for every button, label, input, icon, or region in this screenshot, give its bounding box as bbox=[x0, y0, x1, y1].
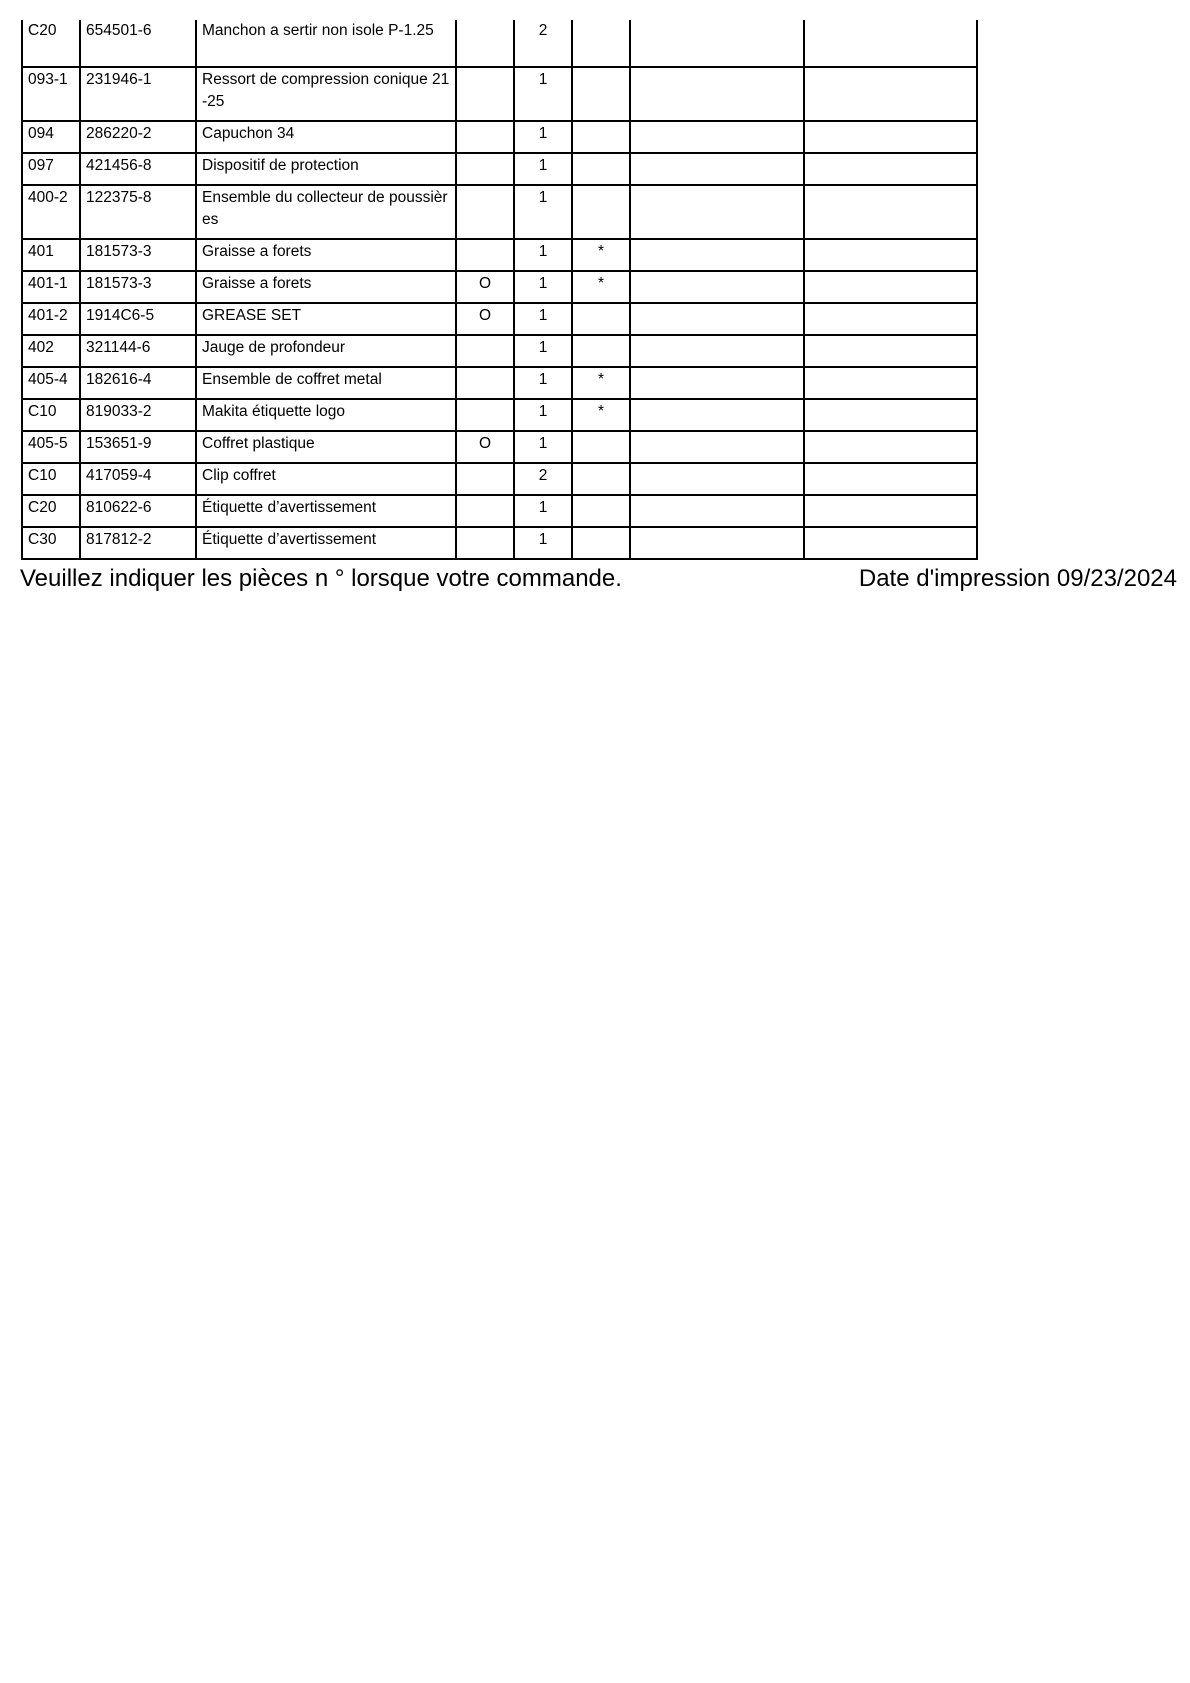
option-cell: O bbox=[456, 431, 514, 463]
empty-cell bbox=[630, 20, 804, 67]
quantity-cell: 1 bbox=[514, 67, 572, 121]
note-cell: * bbox=[572, 367, 630, 399]
ref-cell: C10 bbox=[22, 399, 80, 431]
quantity-cell: 1 bbox=[514, 153, 572, 185]
part-number-cell: 819033-2 bbox=[80, 399, 196, 431]
ref-cell: 402 bbox=[22, 335, 80, 367]
empty-cell bbox=[630, 121, 804, 153]
part-number-cell: 286220-2 bbox=[80, 121, 196, 153]
empty-cell bbox=[804, 239, 977, 271]
note-cell bbox=[572, 121, 630, 153]
quantity-cell: 2 bbox=[514, 20, 572, 67]
note-cell bbox=[572, 527, 630, 559]
ref-cell: 405-4 bbox=[22, 367, 80, 399]
table-row bbox=[22, 185, 977, 239]
ref-cell: C10 bbox=[22, 463, 80, 495]
part-number-cell: 421456-8 bbox=[80, 153, 196, 185]
part-number-cell: 182616-4 bbox=[80, 367, 196, 399]
empty-cell bbox=[804, 463, 977, 495]
table-row bbox=[22, 495, 977, 527]
quantity-cell: 1 bbox=[514, 185, 572, 239]
option-cell bbox=[456, 153, 514, 185]
quantity-cell: 1 bbox=[514, 239, 572, 271]
description-cell: Étiquette d’avertissement bbox=[196, 527, 456, 559]
ref-cell: 401-1 bbox=[22, 271, 80, 303]
parts-table bbox=[21, 20, 978, 560]
note-cell bbox=[572, 185, 630, 239]
part-number-cell: 181573-3 bbox=[80, 271, 196, 303]
part-number-cell: 122375-8 bbox=[80, 185, 196, 239]
part-number-cell: 153651-9 bbox=[80, 431, 196, 463]
option-cell bbox=[456, 367, 514, 399]
empty-cell bbox=[804, 20, 977, 67]
ref-cell: 097 bbox=[22, 153, 80, 185]
note-cell: * bbox=[572, 399, 630, 431]
empty-cell bbox=[804, 153, 977, 185]
ref-cell: 094 bbox=[22, 121, 80, 153]
ref-cell: 093-1 bbox=[22, 67, 80, 121]
part-number-cell: 321144-6 bbox=[80, 335, 196, 367]
note-cell bbox=[572, 67, 630, 121]
option-cell bbox=[456, 239, 514, 271]
table-row bbox=[22, 121, 977, 153]
table-row bbox=[22, 153, 977, 185]
order-instruction-note: Veuillez indiquer les pièces n ° lorsque votre commande. bbox=[20, 565, 622, 592]
quantity-cell: 1 bbox=[514, 335, 572, 367]
option-cell: O bbox=[456, 303, 514, 335]
option-cell bbox=[456, 527, 514, 559]
empty-cell bbox=[804, 271, 977, 303]
note-cell: * bbox=[572, 271, 630, 303]
ref-cell: 400-2 bbox=[22, 185, 80, 239]
description-cell: Jauge de profondeur bbox=[196, 335, 456, 367]
part-number-cell: 417059-4 bbox=[80, 463, 196, 495]
quantity-cell: 1 bbox=[514, 495, 572, 527]
empty-cell bbox=[804, 527, 977, 559]
part-number-cell: 654501-6 bbox=[80, 20, 196, 67]
empty-cell bbox=[630, 399, 804, 431]
empty-cell bbox=[804, 367, 977, 399]
empty-cell bbox=[630, 335, 804, 367]
table-row bbox=[22, 431, 977, 463]
ref-cell: C30 bbox=[22, 527, 80, 559]
description-cell: Clip coffret bbox=[196, 463, 456, 495]
quantity-cell: 1 bbox=[514, 271, 572, 303]
description-cell: Étiquette d’avertissement bbox=[196, 495, 456, 527]
ref-cell: 405-5 bbox=[22, 431, 80, 463]
option-cell bbox=[456, 185, 514, 239]
empty-cell bbox=[630, 495, 804, 527]
option-cell bbox=[456, 121, 514, 153]
empty-cell bbox=[804, 185, 977, 239]
ref-cell: C20 bbox=[22, 20, 80, 67]
option-cell bbox=[456, 463, 514, 495]
description-cell: Ressort de compression conique 21-25 bbox=[196, 67, 456, 121]
quantity-cell: 1 bbox=[514, 527, 572, 559]
description-cell: Capuchon 34 bbox=[196, 121, 456, 153]
option-cell bbox=[456, 20, 514, 67]
option-cell bbox=[456, 335, 514, 367]
empty-cell bbox=[804, 495, 977, 527]
description-cell: Ensemble du collecteur de poussières bbox=[196, 185, 456, 239]
table-row bbox=[22, 527, 977, 559]
table-row bbox=[22, 303, 977, 335]
empty-cell bbox=[630, 303, 804, 335]
description-cell: Ensemble de coffret metal bbox=[196, 367, 456, 399]
empty-cell bbox=[630, 239, 804, 271]
note-cell: * bbox=[572, 239, 630, 271]
empty-cell bbox=[630, 527, 804, 559]
quantity-cell: 1 bbox=[514, 431, 572, 463]
table-row bbox=[22, 20, 977, 67]
empty-cell bbox=[630, 67, 804, 121]
table-row bbox=[22, 399, 977, 431]
table-row bbox=[22, 463, 977, 495]
note-cell bbox=[572, 303, 630, 335]
quantity-cell: 1 bbox=[514, 367, 572, 399]
empty-cell bbox=[804, 303, 977, 335]
part-number-cell: 1914C6-5 bbox=[80, 303, 196, 335]
description-cell: Dispositif de protection bbox=[196, 153, 456, 185]
part-number-cell: 810622-6 bbox=[80, 495, 196, 527]
ref-cell: C20 bbox=[22, 495, 80, 527]
option-cell bbox=[456, 495, 514, 527]
empty-cell bbox=[630, 185, 804, 239]
note-cell bbox=[572, 20, 630, 67]
note-cell bbox=[572, 153, 630, 185]
description-cell: Coffret plastique bbox=[196, 431, 456, 463]
empty-cell bbox=[630, 367, 804, 399]
description-cell: Graisse a forets bbox=[196, 239, 456, 271]
quantity-cell: 2 bbox=[514, 463, 572, 495]
part-number-cell: 231946-1 bbox=[80, 67, 196, 121]
description-cell: Graisse a forets bbox=[196, 271, 456, 303]
ref-cell: 401-2 bbox=[22, 303, 80, 335]
table-row bbox=[22, 239, 977, 271]
note-cell bbox=[572, 495, 630, 527]
part-number-cell: 817812-2 bbox=[80, 527, 196, 559]
option-cell bbox=[456, 67, 514, 121]
table-row bbox=[22, 335, 977, 367]
empty-cell bbox=[630, 463, 804, 495]
note-cell bbox=[572, 431, 630, 463]
empty-cell bbox=[630, 153, 804, 185]
note-cell bbox=[572, 463, 630, 495]
quantity-cell: 1 bbox=[514, 121, 572, 153]
print-date: Date d'impression 09/23/2024 bbox=[858, 565, 1177, 592]
empty-cell bbox=[804, 431, 977, 463]
quantity-cell: 1 bbox=[514, 399, 572, 431]
part-number-cell: 181573-3 bbox=[80, 239, 196, 271]
empty-cell bbox=[630, 271, 804, 303]
description-cell: GREASE SET bbox=[196, 303, 456, 335]
ref-cell: 401 bbox=[22, 239, 80, 271]
empty-cell bbox=[804, 121, 977, 153]
option-cell bbox=[456, 399, 514, 431]
table-row bbox=[22, 67, 977, 121]
quantity-cell: 1 bbox=[514, 303, 572, 335]
empty-cell bbox=[804, 399, 977, 431]
empty-cell bbox=[630, 431, 804, 463]
description-cell: Makita étiquette logo bbox=[196, 399, 456, 431]
option-cell: O bbox=[456, 271, 514, 303]
note-cell bbox=[572, 335, 630, 367]
table-row bbox=[22, 271, 977, 303]
empty-cell bbox=[804, 67, 977, 121]
empty-cell bbox=[804, 335, 977, 367]
description-cell: Manchon a sertir non isole P-1.25 bbox=[196, 20, 456, 67]
table-row bbox=[22, 367, 977, 399]
